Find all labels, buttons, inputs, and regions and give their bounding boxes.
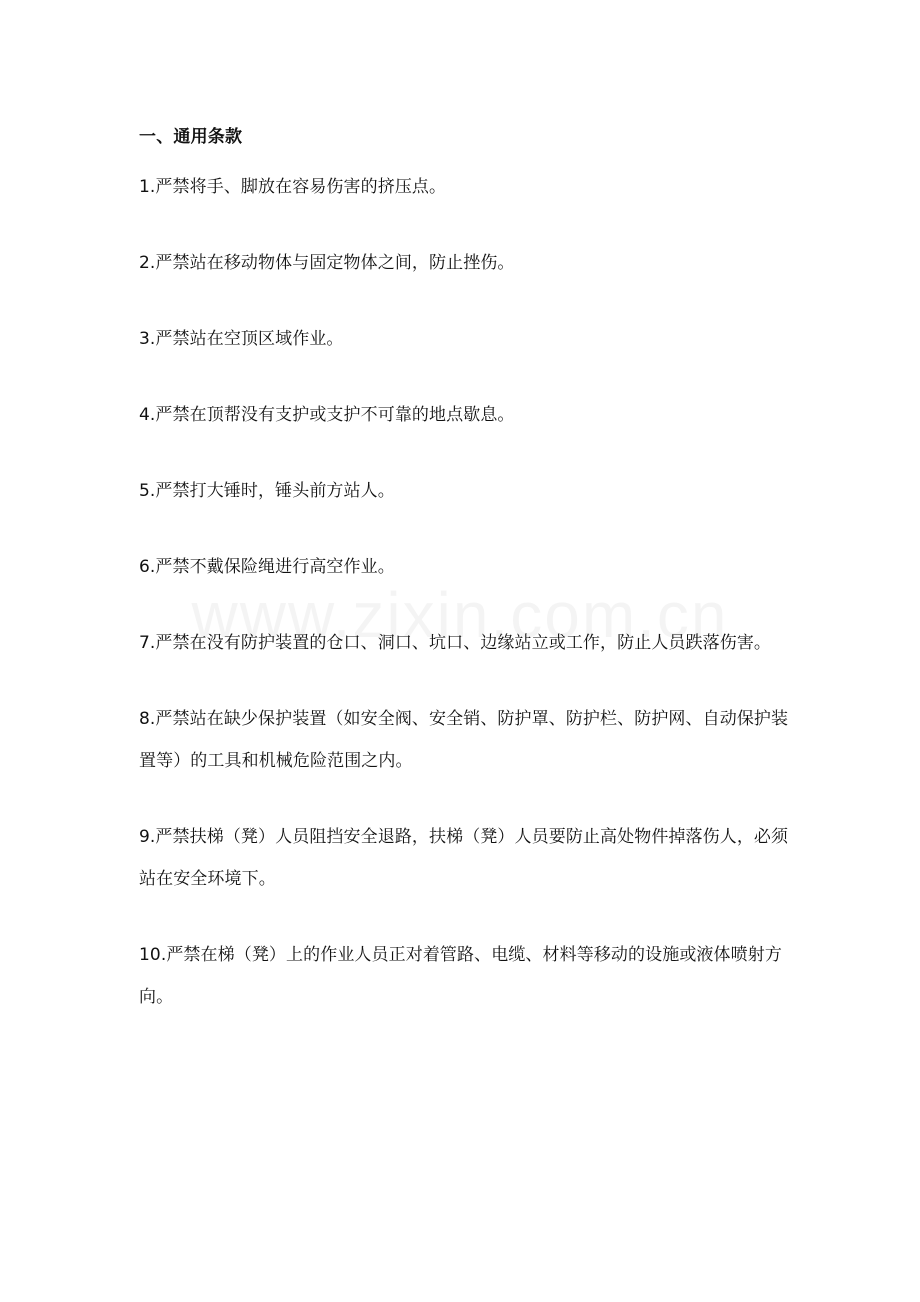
rule-item-10: 10.严禁在梯（凳）上的作业人员正对着管路、电缆、材料等移动的设施或液体喷射方向。 — [139, 945, 782, 1007]
rule-item-9: 9.严禁扶梯（凳）人员阻挡安全退路，扶梯（凳）人员要防止高处物件掉落伤人，必须站在安全环境下。 — [139, 827, 789, 889]
rule-item-1: 1.严禁将手、脚放在容易伤害的挤压点。 — [139, 177, 447, 197]
section-heading: 一、通用条款 — [139, 127, 243, 147]
rule-item-8: 8.严禁站在缺少保护装置（如安全阀、安全销、防护罩、防护栏、防护网、自动保护装置等）的工具和机械危险范围之内。 — [139, 709, 789, 771]
rule-item-3: 3.严禁站在空顶区域作业。 — [139, 329, 344, 349]
rule-item-5: 5.严禁打大锤时，锤头前方站人。 — [139, 481, 395, 501]
rule-item-7: 7.严禁在没有防护装置的仓口、洞口、坑口、边缘站立或工作，防止人员跌落伤害。 — [139, 633, 772, 653]
rule-item-6: 6.严禁不戴保险绳进行高空作业。 — [139, 557, 395, 577]
rule-item-4: 4.严禁在顶帮没有支护或支护不可靠的地点歇息。 — [139, 405, 515, 425]
document-content — [139, 122, 789, 1052]
rule-item-2: 2.严禁站在移动物体与固定物体之间，防止挫伤。 — [139, 253, 515, 273]
